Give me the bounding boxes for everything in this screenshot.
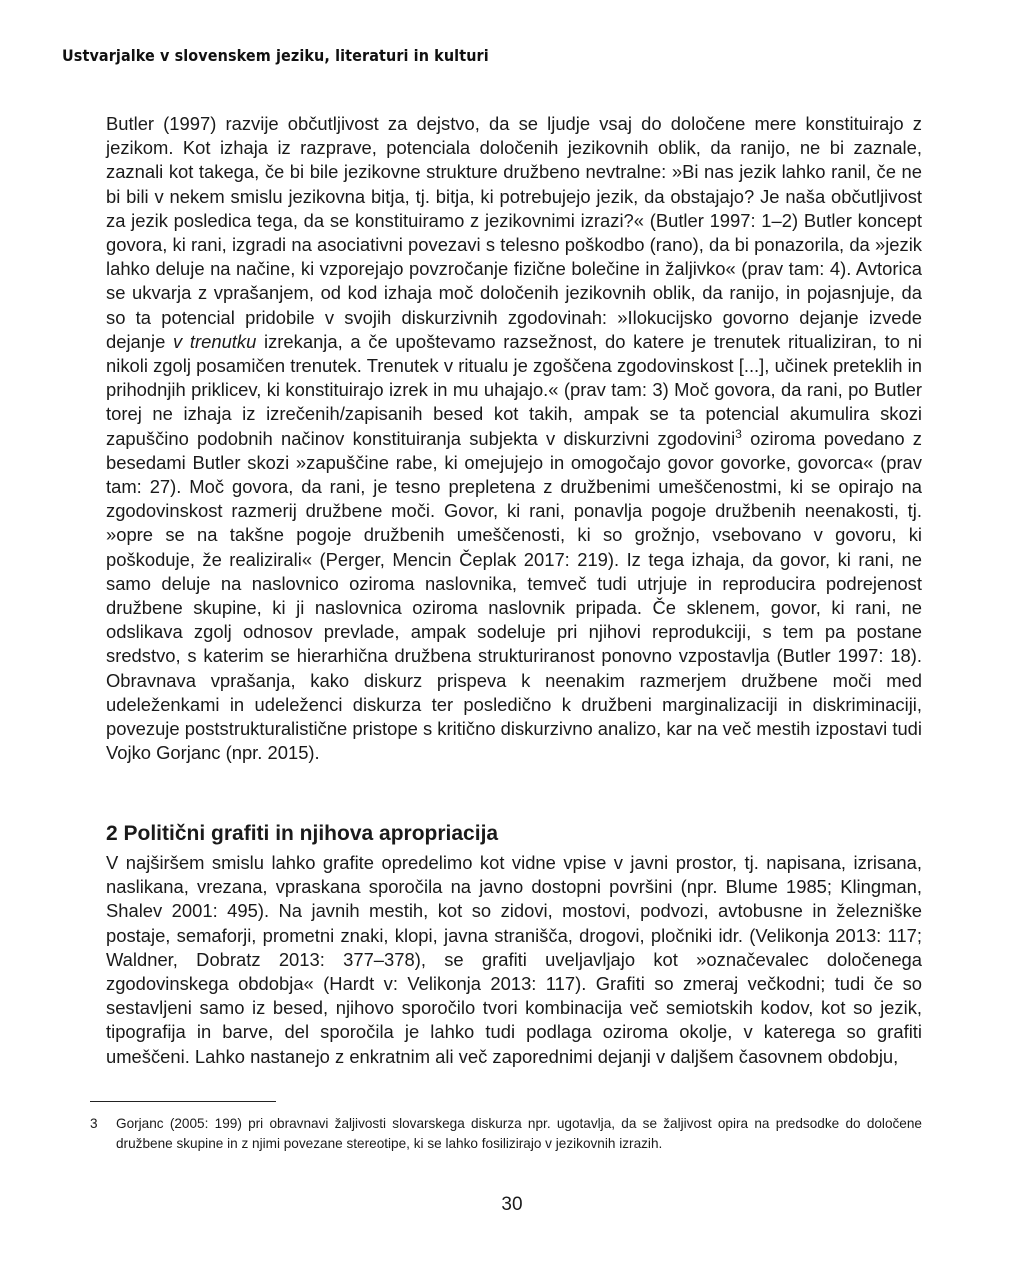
section-1-body — [106, 112, 922, 765]
section-2-body — [106, 851, 922, 1069]
text-run: izrekanja, a če upoštevamo razsežnost, do katere je trenutek ritualiziran, to ni nikoli zgolj posamičen trenutek. Trenutek v ritualu je zgoščena zgodovinskost [...], učinek preteklih in prihodnjih priklicev, ki konstituirajo izrek in mu uhajajo.« (prav tam: 3) Moč govora, da rani, po Butler torej ne izhaja iz izrečenih/zapisanih besed kot takih, ampak se ta potencial akumulira skozi zapuščino podobnih načinov konstituiranja subjekta v diskurzivni zgodovini — [106, 330, 922, 449]
footnote — [90, 1114, 922, 1154]
footnote-number: 3 — [90, 1116, 98, 1131]
text-run: oziroma povedano z besedami Butler skozi »zapuščine rabe, ki omejujejo in omogočajo govor govorke, govorca« (prav tam: 27). Moč govora, da rani, je tesno prepletena z družbenimi umeščenostmi, ki se opirajo na zgodovinskost razmerij družbene moči. Govor, ki rani, ponavlja pogoje družbenih neenakosti, tj. »opre se na takšne pogoje družbenih umeščenosti, ki so grožnjo, vsebovano v govoru, ki poškoduje, že realizirali« (Perger, Mencin Čeplak 2017: 219). Iz tega izhaja, da govor, ki rani, ne samo deluje na naslovnico oziroma naslovnika, temveč tudi utrjuje in reproducira podrejenost družbene skupine, ki ji naslovnica oziroma naslovnik pripada. Če sklenem, govor, ki rani, ne odslikava zgolj odnosov prevlade, ampak sodeluje pri njihovi reprodukciji, s tem pa postane sredstvo, s katerim se hierarhična družbena strukturiranost ponovno vzpostavlja (Butler 1997: 18). Obravnava vprašanja, kako diskurz prispeva k neenakim razmerjem družbene moči med udeleženkami in udeleženci diskurza ter posledično k družbeni marginalizaciji in diskriminaciji, povezuje poststrukturalistične pristope s kritično diskurzivno analizo, kar na več mestih izpostavi tudi Vojko Gorjanc (npr. 2015). — [106, 427, 922, 764]
footnote-divider — [90, 1101, 276, 1102]
paragraph: V najširšem smislu lahko grafite opredelimo kot vidne vpise v javni prostor, tj. napisana, izrisana, naslikana, vrezana, vpraskana sporočila na javno dostopni površini (npr. Blume 1985; Klingman, Shalev 2001: 495). Na javnih mestih, kot so zidovi, mostovi, podvozi, avtobusne in železniške postaje, semaforji, prometni znaki, klopi, javna stranišča, drogovi, pločniki idr. (Velikonja 2013: 117; Waldner, Dobratz 2013: 377–378), se grafiti uveljavljajo kot »označevalec določenega zgodovinskega obdobja« (Hardt v: Velikonja 2013: 117). Grafiti so zmeraj večkodni; tudi če so sestavljeni samo iz besed, njihovo sporočilo tvori kombinacija več semiotskih kodov, kot so jezik, tipografija in barve, del sporočila je lahko tudi podlaga oziroma okolje, v katerega so grafiti umeščeni. Lahko nastanejo z enkratnim ali več zaporednimi dejanji v daljšem časovnem obdobju, — [106, 852, 922, 1067]
page-number: 30 — [501, 1194, 523, 1215]
section-heading: 2 Politični grafiti in njihova apropriacija — [106, 822, 499, 845]
italic-phrase: v trenutku — [173, 330, 257, 352]
paragraph — [106, 112, 922, 765]
footnote-text: Gorjanc (2005: 199) pri obravnavi žaljivosti slovarskega diskurza npr. ugotavlja, da se žaljivost opira na predsodke do določene družbene skupine in z njimi povezane stereotipe, ki se lahko fosilizirajo v jezikovnih izrazih. — [116, 1116, 922, 1151]
footnote-reference[interactable]: 3 — [735, 426, 742, 441]
text-run: Butler (1997) razvije občutljivost za dejstvo, da se ljudje vsaj do določene mere konstituirajo z jezikom. Kot izhaja iz razprave, potenciala določenih jezikovnih oblik, da ranijo, ne bi zaznale, zaznali kot takega, če bi bile jezikovne strukture družbeno nevtralne: »Bi nas jezik lahko ranil, če ne bi bili v nekem smislu jezikovna bitja, tj. bitja, ki potrebujejo jezik, da obstajajo? Je naša občutljivost za jezik posledica tega, da se konstituiramo z jezikovnimi izrazi?« (Butler 1997: 1–2) Butler koncept govora, ki rani, izgradi na asociativni povezavi s telesno poškodbo (rano), da bi ponazorila, da »jezik lahko deluje na načine, ki vzporejajo povzročanje fizične bolečine in žaljivko« (prav tam: 4). Avtorica se ukvarja z vprašanjem, od kod izhaja moč določenih jezikovnih oblik, da ranijo, in pojasnjuje, da so ta potencial pridobile v svojih diskurzivnih zgodovinah: »Ilokucijsko govorno dejanje izvede dejanje — [106, 113, 922, 352]
running-header: Ustvarjalke v slovenskem jeziku, literaturi in kulturi — [62, 46, 489, 65]
